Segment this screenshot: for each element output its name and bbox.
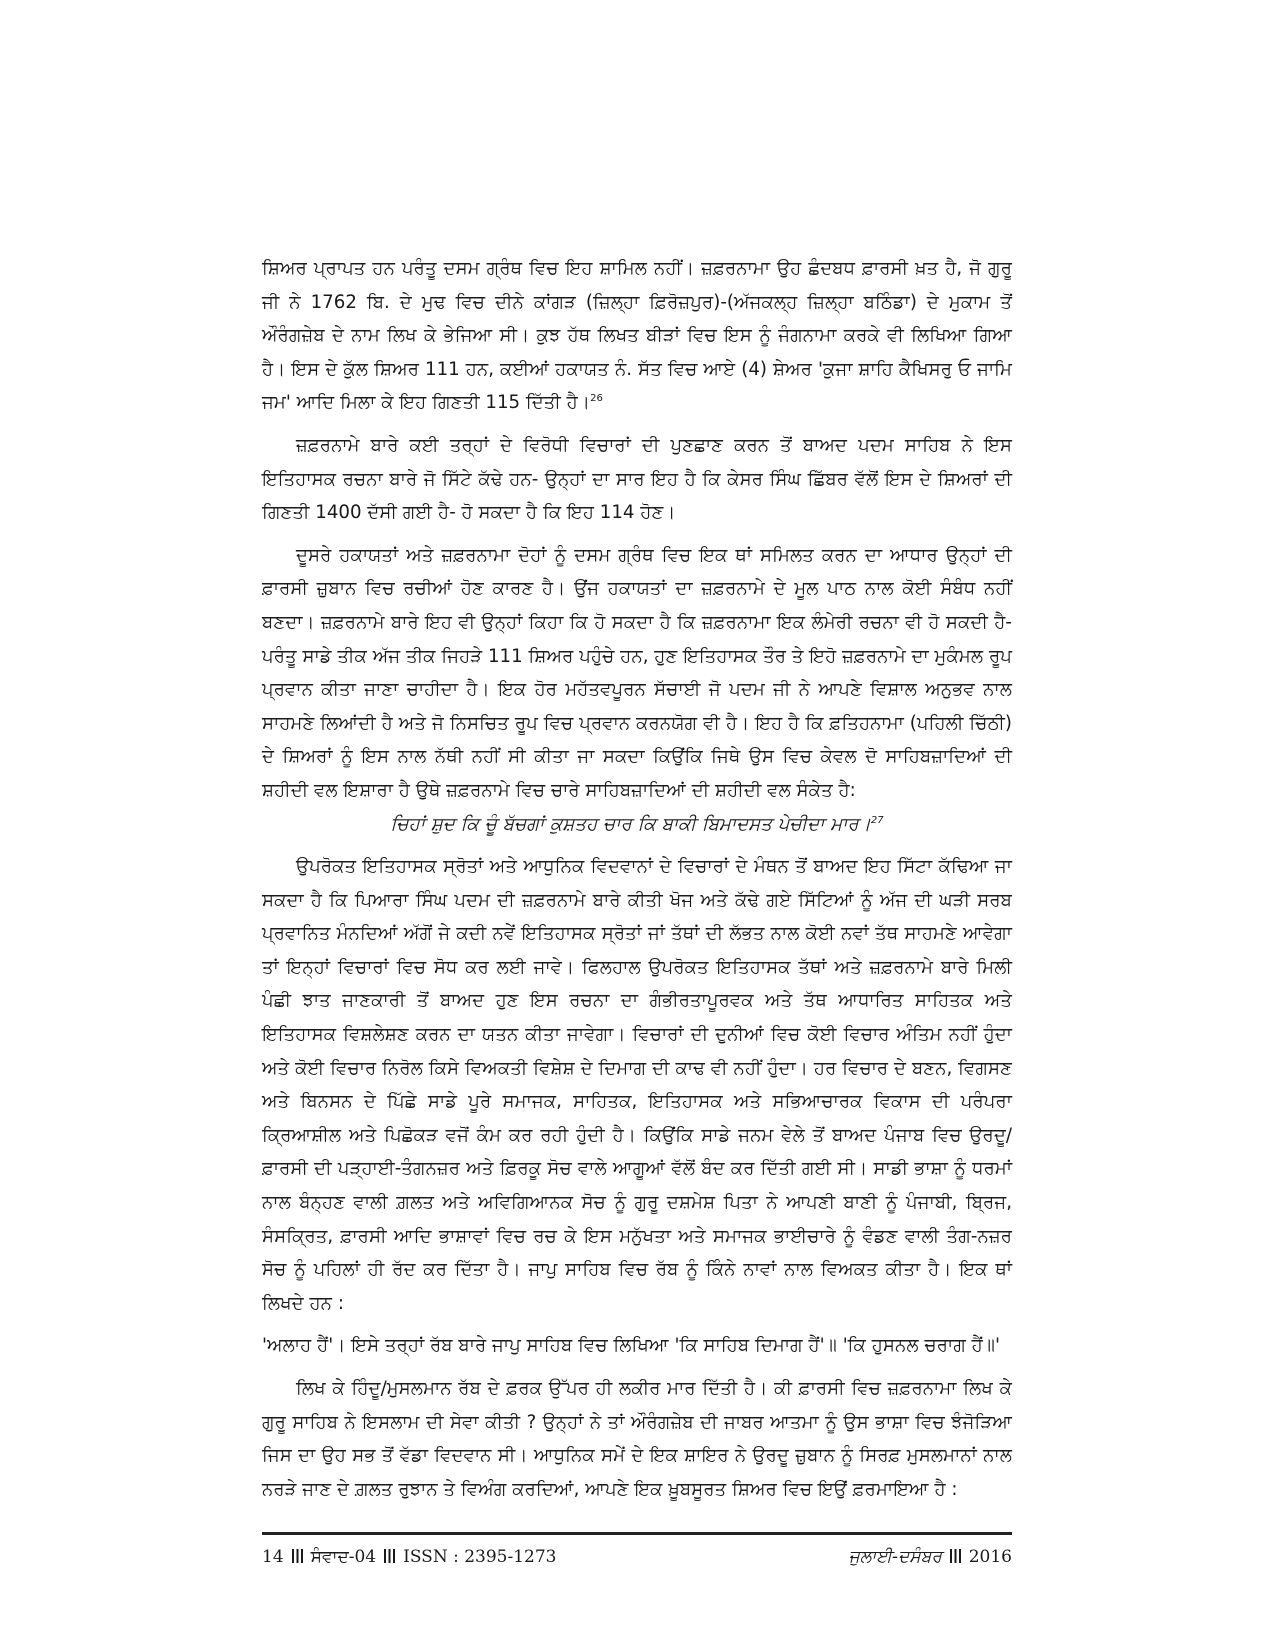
paragraph: ਜ਼ਫ਼ਰਨਾਮੇ ਬਾਰੇ ਕਈ ਤਰ੍ਹਾਂ ਦੇ ਵਿਰੋਧੀ ਵਿਚਾਰਾਂ ਦੀ ਪੁਣਛਾਣ ਕਰਨ ਤੋਂ ਬਾਅਦ ਪਦਮ ਸਾਹਿਬ ਨੇ ਇਸ ਇਤਿਹਾਸਕ ਰਚਨਾ ਬਾਰੇ ਜੋ ਸਿੱਟੇ ਕੱਢੇ ਹਨ- ਉਨ੍ਹਾਂ ਦਾ ਸਾਰ ਇਹ ਹੈ ਕਿ ਕੇਸਰ ਸਿੰਘ ਛਿੱਬਰ ਵੱਲੋਂ ਇਸ ਦੇ ਸ਼ਿਅਰਾਂ ਦੀ ਗਿਣਤੀ 1400 ਦੱਸੀ ਗਈ ਹੈ- ਹੋ ਸਕਦਾ ਹੈ ਕਿ ਇਹ 114 ਹੋਣ। bbox=[262, 434, 1012, 524]
footer-right bbox=[849, 1545, 1012, 1569]
footer-divider bbox=[262, 1532, 1012, 1535]
paragraph: ਉਪਰੋਕਤ ਇਤਿਹਾਸਕ ਸ੍ਰੋਤਾਂ ਅਤੇ ਆਧੁਨਿਕ ਵਿਦਵਾਨਾਂ ਦੇ ਵਿਚਾਰਾਂ ਦੇ ਮੰਥਨ ਤੋਂ ਬਾਅਦ ਇਹ ਸਿੱਟਾ ਕੱਢਿਆ ਜਾ ਸਕਦਾ ਹੈ ਕਿ ਪਿਆਰਾ ਸਿੰਘ ਪਦਮ ਦੀ ਜ਼ਫ਼ਰਨਾਮੇ ਬਾਰੇ ਕੀਤੀ ਖੋਜ ਅਤੇ ਕੱਢੇ ਗਏ ਸਿੱਟਿਆਂ ਨੂੰ ਅੱਜ ਦੀ ਘੜੀ ਸਰਬ ਪ੍ਰਵਾਨਿਤ ਮੰਨਦਿਆਂ ਅੱਗੋਂ ਜੇ ਕਦੀ ਨਵੇਂ ਇਤਿਹਾਸਕ ਸ੍ਰੋਤਾਂ ਜਾਂ ਤੱਥਾਂ ਦੀ ਲੱਭਤ ਨਾਲ ਕੋਈ ਨਵਾਂ ਤੱਥ ਸਾਹਮਣੇ ਆਵੇਗਾ ਤਾਂ ਇਨ੍ਹਾਂ ਵਿਚਾਰਾਂ ਵਿਚ ਸੋਧ ਕਰ ਲਈ ਜਾਵੇ। ਫਿਲਹਾਲ ਉਪਰੋਕਤ ਇਤਿਹਾਸਕ ਤੱਥਾਂ ਅਤੇ ਜ਼ਫ਼ਰਨਾਮੇ ਬਾਰੇ ਮਿਲੀ ਪੰਛੀ ਝਾਤ ਜਾਣਕਾਰੀ ਤੋਂ ਬਾਅਦ ਹੁਣ ਇਸ ਰਚਨਾ ਦਾ ਗੰਭੀਰਤਾਪੂਰਵਕ ਅਤੇ ਤੱਥ ਆਧਾਰਿਤ ਸਾਹਿਤਕ ਅਤੇ ਇਤਿਹਾਸਕ ਵਿਸ਼ਲੇਸ਼ਣ ਕਰਨ ਦਾ ਯਤਨ ਕੀਤਾ ਜਾਵੇਗਾ। ਵਿਚਾਰਾਂ ਦੀ ਦੁਨੀਆਂ ਵਿਚ ਕੋਈ ਵਿਚਾਰ ਅੰਤਿਮ ਨਹੀਂ ਹੁੰਦਾ ਅਤੇ ਕੋਈ ਵਿਚਾਰ ਨਿਰੋਲ ਕਿਸੇ ਵਿਅਕਤੀ ਵਿਸ਼ੇਸ਼ ਦੇ ਦਿਮਾਗ ਦੀ ਕਾਢ ਵੀ ਨਹੀਂ ਹੁੰਦਾ। ਹਰ ਵਿਚਾਰ ਦੇ ਬਣਨ, ਵਿਗਸਣ ਅਤੇ ਬਿਨਸਨ ਦੇ ਪਿੱਛੇ ਸਾਡੇ ਪੂਰੇ ਸਮਾਜਕ, ਸਾਹਿਤਕ, ਇਤਿਹਾਸਕ ਅਤੇ ਸਭਿਆਚਾਰਕ ਵਿਕਾਸ ਦੀ ਪਰੰਪਰਾ ਕ੍ਰਿਆਸ਼ੀਲ ਅਤੇ ਪਿਛੋਕੜ ਵਜੋਂ ਕੰਮ ਕਰ ਰਹੀ ਹੁੰਦੀ ਹੈ। ਕਿਉਂਕਿ ਸਾਡੇ ਜਨਮ ਵੇਲੇ ਤੋਂ ਬਾਅਦ ਪੰਜਾਬ ਵਿਚ ਉਰਦੂ/ਫ਼ਾਰਸੀ ਦੀ ਪੜ੍ਹਾਈ-ਤੰਗਨਜ਼ਰ ਅਤੇ ਫ਼ਿਰਕੂ ਸੋਚ ਵਾਲੇ ਆਗੂਆਂ ਵੱਲੋਂ ਬੰਦ ਕਰ ਦਿੱਤੀ ਗਈ ਸੀ। ਸਾਡੀ ਭਾਸ਼ਾ ਨੂੰ ਧਰਮਾਂ ਨਾਲ ਬੰਨ੍ਹਣ ਵਾਲੀ ਗ਼ਲਤ ਅਤੇ ਅਵਿਗਿਆਨਕ ਸੋਚ ਨੂੰ ਗੁਰੂ ਦਸ਼ਮੇਸ਼ ਪਿਤਾ ਨੇ ਆਪਣੀ ਬਾਣੀ ਨੂੰ ਪੰਜਾਬੀ, ਬ੍ਰਿਜ, ਸੰਸਕ੍ਰਿਤ, ਫ਼ਾਰਸੀ ਆਦਿ ਭਾਸ਼ਾਵਾਂ ਵਿਚ ਰਚ ਕੇ ਇਸ ਮਨੁੱਖਤਾ ਅਤੇ ਸਮਾਜਕ ਭਾਈਚਾਰੇ ਨੂੰ ਵੰਡਣ ਵਾਲੀ ਤੰਗ-ਨਜ਼ਰ ਸੋਚ ਨੂੰ ਪਹਿਲਾਂ ਹੀ ਰੱਦ ਕਰ ਦਿੱਤਾ ਹੈ। ਜਾਪੁ ਸਾਹਿਬ ਵਿਚ ਰੱਬ ਨੂੰ ਕਿੰਨੇ ਨਾਵਾਂ ਨਾਲ ਵਿਅਕਤ ਕੀਤਾ ਹੈ। ਇਕ ਥਾਂ ਲਿਖਦੇ ਹਨ : bbox=[262, 856, 1012, 1314]
separator-icon bbox=[292, 1549, 303, 1563]
footnote-ref[interactable]: 26 bbox=[590, 393, 603, 405]
verse-quote: ਚਿਹਾਂ ਸ਼ੁਦ ਕਿ ਚੂੰ ਬੱਚਗਾਂ ਕੁਸ਼ਤਹ ਚਾਰ ਕਿ ਬਾਕੀ ਬਿਮਾਦਸਤ ਪੇਚੀਦਾ ਮਾਰ।$^{27}$ bbox=[390, 813, 884, 835]
journal-issue: ਸੰਵਾਦ-04 bbox=[310, 1547, 377, 1567]
separator-icon bbox=[950, 1549, 961, 1563]
article-body bbox=[262, 252, 1012, 1515]
issue-year: 2016 bbox=[968, 1547, 1012, 1567]
paragraph: ਸ਼ਿਅਰ ਪ੍ਰਾਪਤ ਹਨ ਪਰੰਤੂ ਦਸਮ ਗ੍ਰੰਥ ਵਿਚ ਇਹ ਸ਼ਾਮਿਲ ਨਹੀਂ। ਜ਼ਫ਼ਰਨਾਮਾ ਉਹ ਛੰਦਬਧ ਫ਼ਾਰਸੀ ਖ਼ਤ ਹੈ, ਜੋ ਗੁਰੂ ਜੀ ਨੇ 1762 ਬਿ. ਦੇ ਮੁਢ ਵਿਚ ਦੀਨੇ ਕਾਂਗੜ (ਜ਼ਿਲ੍ਹਾ ਫ਼ਿਰੋਜ਼ਪੁਰ)-(ਅੱਜਕਲ੍ਹ ਜ਼ਿਲ੍ਹਾ ਬਠਿੰਡਾ) ਦੇ ਮੁਕਾਮ ਤੋਂ ਔਰੰਗਜ਼ੇਬ ਦੇ ਨਾਮ ਲਿਖ ਕੇ ਭੇਜਿਆ ਸੀ। ਕੁਝ ਹੱਥ ਲਿਖਤ ਬੀੜਾਂ ਵਿਚ ਇਸ ਨੂੰ ਜੰਗਨਾਮਾ ਕਰਕੇ ਵੀ ਲਿਖਿਆ ਗਿਆ ਹੈ। ਇਸ ਦੇ ਕੁੱਲ ਸ਼ਿਅਰ 111 ਹਨ, ਕਈਆਂ ਹਕਾਯਤ ਨੰ. ਸੱਤ ਵਿਚ ਆਏ (4) ਸ਼ੇਅਰ 'ਕੁਜਾ ਸ਼ਾਹਿ ਕੈਖਿਸਰੁ ਓ ਜਾਮਿ ਜਮ' ਆਦਿ ਮਿਲਾ ਕੇ ਇਹ ਗਿਣਤੀ 115 ਦਿੱਤੀ ਹੈ।$^{26}$ bbox=[262, 258, 1012, 414]
issue-period: ਜੁਲਾਈ-ਦਸੰਬਰ bbox=[848, 1547, 942, 1567]
issn: ISSN : 2395-1273 bbox=[403, 1547, 557, 1567]
footer-left bbox=[262, 1545, 557, 1569]
page-number: 14 bbox=[262, 1547, 284, 1567]
quote-paragraph: 'ਅਲਾਹ ਹੈਂ'। ਇਸੇ ਤਰ੍ਹਾਂ ਰੱਬ ਬਾਰੇ ਜਾਪੁ ਸਾਹਿਬ ਵਿਚ ਲਿਖਿਆ 'ਕਿ ਸਾਹਿਬ ਦਿਮਾਗ ਹੈਂ'॥ 'ਕਿ ਹੁਸਨਲ ਚਰਾਗ ਹੈਂ॥' bbox=[262, 1335, 1001, 1357]
paragraph: ਦੂਸਰੇ ਹਕਾਯਤਾਂ ਅਤੇ ਜ਼ਫ਼ਰਨਾਮਾ ਦੋਹਾਂ ਨੂੰ ਦਸਮ ਗ੍ਰੰਥ ਵਿਚ ਇਕ ਥਾਂ ਸਮਿਲਤ ਕਰਨ ਦਾ ਆਧਾਰ ਉਨ੍ਹਾਂ ਦੀ ਫ਼ਾਰਸੀ ਜ਼ੁਬਾਨ ਵਿਚ ਰਚੀਆਂ ਹੋਣ ਕਾਰਣ ਹੈ। ਉਂਜ ਹਕਾਯਤਾਂ ਦਾ ਜ਼ਫ਼ਰਨਾਮੇ ਦੇ ਮੂਲ ਪਾਠ ਨਾਲ ਕੋਈ ਸੰਬੰਧ ਨਹੀਂ ਬਣਦਾ। ਜ਼ਫ਼ਰਨਾਮੇ ਬਾਰੇ ਇਹ ਵੀ ਉਨ੍ਹਾਂ ਕਿਹਾ ਕਿ ਹੋ ਸਕਦਾ ਹੈ ਕਿ ਜ਼ਫ਼ਰਨਾਮਾ ਇਕ ਲੰਮੇਰੀ ਰਚਨਾ ਵੀ ਹੋ ਸਕਦੀ ਹੈ-ਪਰੰਤੂ ਸਾਡੇ ਤੀਕ ਅੱਜ ਤੀਕ ਜਿਹੜੇ 111 ਸ਼ਿਅਰ ਪਹੁੰਚੇ ਹਨ, ਹੁਣ ਇਤਿਹਾਸਕ ਤੌਰ ਤੇ ਇਹੋ ਜ਼ਫ਼ਰਨਾਮੇ ਦਾ ਮੁਕੰਮਲ ਰੂਪ ਪ੍ਰਵਾਨ ਕੀਤਾ ਜਾਣਾ ਚਾਹੀਦਾ ਹੈ। ਇਕ ਹੋਰ ਮਹੱਤਵਪੂਰਨ ਸੱਚਾਈ ਜੋ ਪਦਮ ਜੀ ਨੇ ਆਪਣੇ ਵਿਸ਼ਾਲ ਅਨੁਭਵ ਨਾਲ ਸਾਹਮਣੇ ਲਿਆਂਦੀ ਹੈ ਅਤੇ ਜੋ ਨਿਸਚਿਤ ਰੂਪ ਵਿਚ ਪ੍ਰਵਾਨ ਕਰਨਯੋਗ ਵੀ ਹੈ। ਇਹ ਹੈ ਕਿ ਫ਼ਤਿਹਨਾਮਾ (ਪਹਿਲੀ ਚਿੱਠੀ) ਦੇ ਸ਼ਿਅਰਾਂ ਨੂੰ ਇਸ ਨਾਲ ਨੱਥੀ ਨਹੀਂ ਸੀ ਕੀਤਾ ਜਾ ਸਕਦਾ ਕਿਉਂਕਿ ਜਿਥੇ ਉਸ ਵਿਚ ਕੇਵਲ ਦੋ ਸਾਹਿਬਜ਼ਾਦਿਆਂ ਦੀ ਸ਼ਹੀਦੀ ਵਲ ਇਸ਼ਾਰਾ ਹੈ ਉਥੇ ਜ਼ਫ਼ਰਨਾਮੇ ਵਿਚ ਚਾਰੇ ਸਾਹਿਬਜ਼ਾਦਿਆਂ ਦੀ ਸ਼ਹੀਦੀ ਵਲ ਸੰਕੇਤ ਹੈ: bbox=[262, 544, 1012, 801]
paragraph: ਲਿਖ ਕੇ ਹਿੰਦੂ/ਮੁਸਲਮਾਨ ਰੱਬ ਦੇ ਫ਼ਰਕ ਉੱਪਰ ਹੀ ਲਕੀਰ ਮਾਰ ਦਿੱਤੀ ਹੈ। ਕੀ ਫ਼ਾਰਸੀ ਵਿਚ ਜ਼ਫ਼ਰਨਾਮਾ ਲਿਖ ਕੇ ਗੁਰੂ ਸਾਹਿਬ ਨੇ ਇਸਲਾਮ ਦੀ ਸੇਵਾ ਕੀਤੀ ? ਉਨ੍ਹਾਂ ਨੇ ਤਾਂ ਔਰੰਗਜ਼ੇਬ ਦੀ ਜਾਬਰ ਆਤਮਾ ਨੂੰ ਉਸ ਭਾਸ਼ਾ ਵਿਚ ਝੰਜੋੜਿਆ ਜਿਸ ਦਾ ਉਹ ਸਭ ਤੋਂ ਵੱਡਾ ਵਿਦਵਾਨ ਸੀ। ਆਧੁਨਿਕ ਸਮੇਂ ਦੇ ਇਕ ਸ਼ਾਇਰ ਨੇ ਉਰਦੂ ਜ਼ੁਬਾਨ ਨੂੰ ਸਿਰਫ਼ ਮੁਸਲਮਾਨਾਂ ਨਾਲ ਨਰੜੇ ਜਾਣ ਦੇ ਗ਼ਲਤ ਰੁਝਾਨ ਤੇ ਵਿਅੰਗ ਕਰਦਿਆਂ, ਆਪਣੇ ਇਕ ਖ਼ੂਬਸੂਰਤ ਸ਼ਿਅਰ ਵਿਚ ਇਉਂ ਫ਼ਰਮਾਇਆ ਹੈ : bbox=[262, 1378, 1012, 1500]
footnote-ref[interactable]: 27 bbox=[870, 814, 884, 826]
separator-icon bbox=[384, 1549, 395, 1563]
